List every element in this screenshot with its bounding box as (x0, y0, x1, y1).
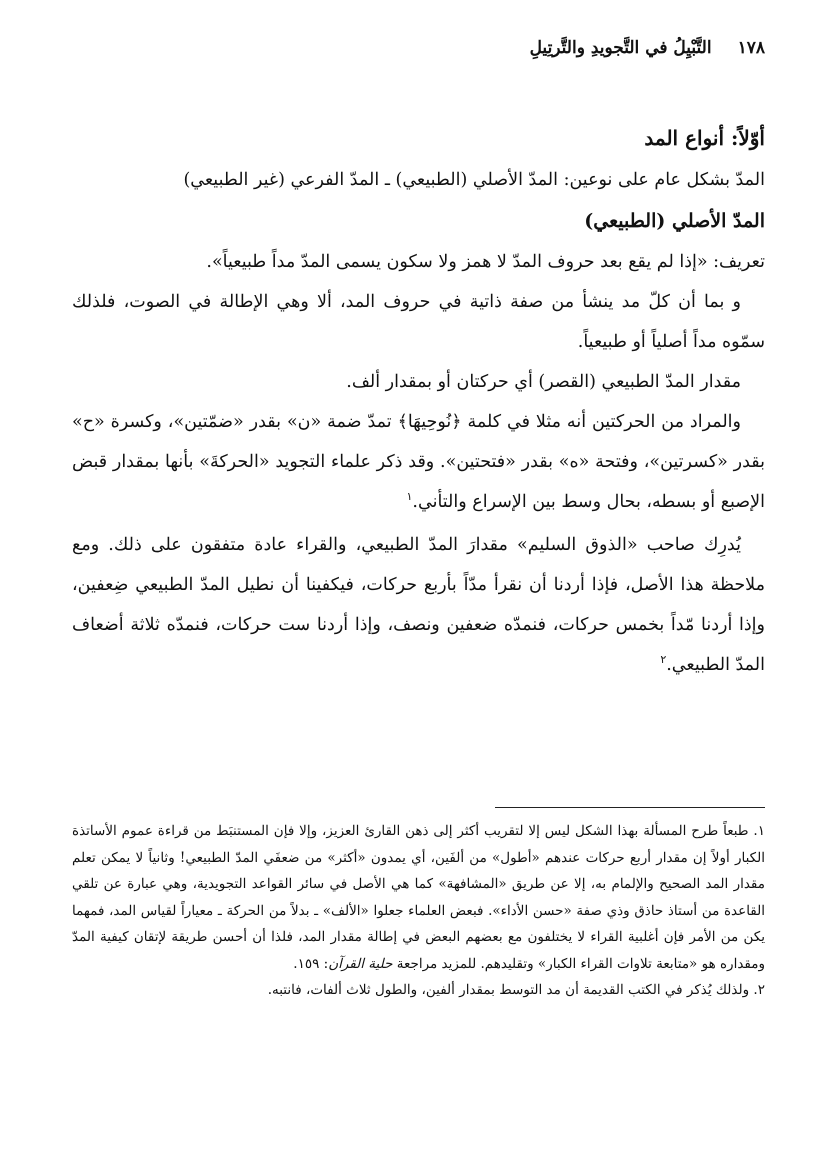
intro-paragraph: المدّ بشكل عام على نوعين: المدّ الأصلي (الطبيعي) ـ المدّ الفرعي (غير الطبيعي) (183, 170, 765, 190)
footnote-divider (495, 807, 765, 808)
definition-paragraph: تعريف: «إذا لم يقع بعد حروف المدّ لا همز ولا سكون يسمى المدّ مداً طبيعياً». (206, 252, 765, 272)
footnote-1-text: ١. طبعاً طرح المسألة بهذا الشكل ليس إلا لتقريب أكثر إلى ذهن القارئ العزيز، وإلا فإن المستنبَط من قراءة عموم الأساتذة الكبار أولاً إن مقدار أربع حركات عندهم «أطول» من ألفَين، أي يمدون «أكثر» من ضعفَي المدّ الطبيعي! وثانياً لا يمكن تعلم مقدار المد الصحيح والإلمام به، إلا عن طريق «المشافهة» كما هي الأصل في سائر القواعد التجويدية، وهي عبارة عن تلقي القاعدة من أستاذ حاذق وذي صفة «حسن الأداء». فبعض العلماء جعلوا «الألف» ـ بدلاً من الحركة ـ معياراً لقياس المد، فمهما يكن من الأمر فإن أغلبية القراء لا يختلفون مع بعضهم البعض في إطالة مقدار المد، فلذا أن أحسن طريقة لإتقان كيفية المدّ ومقداره هو «متابعة تلاوات القراء الكبار» وتقليدهم. للمزيد مراجعة (72, 823, 765, 972)
book-title: التَّبْيِلُ في التَّجويدِ والتَّرتِيلِ (529, 38, 712, 58)
section-heading: أوّلاً: أنواع المد (644, 126, 765, 150)
quality-paragraph: و بما أن كلّ مد ينشأ من صفة ذاتية في حروف المد، ألا وهي الإطالة في الصوت، فلذلك سمّوه مداً أصلياً أو طبيعياً. (72, 292, 765, 352)
main-text (72, 116, 765, 685)
page-number: ١٧٨ (737, 38, 765, 58)
book-page (72, 0, 765, 1169)
footnote-ref-1[interactable]: ١ (406, 490, 413, 504)
footnote-1-ref-page: : ١٥٩. (293, 955, 329, 972)
subsection-heading: المدّ الأصلي (الطبيعي) (584, 210, 765, 232)
meaning-paragraph (72, 402, 765, 522)
running-header (72, 36, 765, 60)
footnotes (72, 818, 765, 1004)
footnote-2: ٢. ولذلك يُذكر في الكتب القديمة أن مد التوسط بمقدار ألفين، والطول ثلاث ألفات، فانتبه. (267, 982, 765, 998)
meaning-text: والمراد من الحركتين أنه مثلا في كلمة ﴿نُوحِيهَا﴾ تمدّ ضمة «ن» بقدر «ضمّتين»، وكسرة «ح» بقدر «كسرتين»، وفتحة «ه» بقدر «فتحتين». وقد ذكر علماء التجويد «الحركةَ» بأنها بمقدار قبض الإصبع أو بسطه، بحال وسط بين الإسراع والتأني. (72, 412, 765, 512)
footnote-1-ref-title: حلية القرآن (328, 955, 393, 972)
footnote-1 (72, 818, 765, 977)
taste-paragraph (72, 525, 765, 685)
footnote-ref-2[interactable]: ٢ (660, 653, 667, 667)
amount-paragraph: مقدار المدّ الطبيعي (القصر) أي حركتان أو بمقدار ألف. (346, 372, 741, 392)
taste-text: يُدرِك صاحب «الذوق السليم» مقدارَ المدّ الطبيعي، والقراء عادة متفقون على ذلك. ومع ملاحظة هذا الأصل، فإذا أردنا أن نقرأ مدّاً بأربع حركات، فيكفينا أن نطيل المدّ الطبيعي ضِعفين، وإذا أردنا مّداً بخمس حركات، فنمدّه ضعفين ونصف، وإذا أردنا ست حركات، فنمدّه ثلاثة أضعاف المدّ الطبيعي. (72, 535, 765, 675)
